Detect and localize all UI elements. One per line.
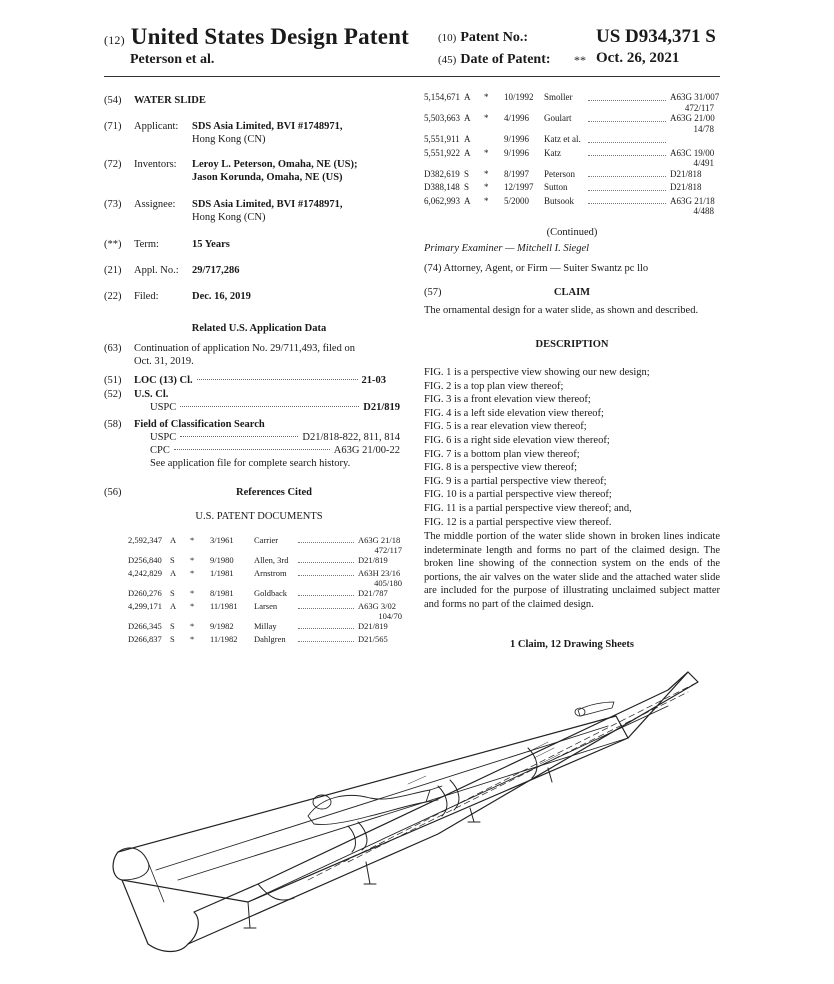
- description-paragraph: The middle portion of the water slide shown in broken lines indicate indeterminate length and forms no part of the claimed design. The broken line showing of the connection system on the ends of the portions, the air valves on the water slide and the attached water slide are included for the purpose of illustrating unclaimed subject matter and forms no part of the claimed design.: [424, 531, 720, 610]
- related-heading: Related U.S. Application Data: [191, 323, 327, 334]
- ref-star: *: [190, 535, 195, 545]
- ref-number: D266,345: [128, 621, 162, 631]
- ref-kind: S: [170, 621, 175, 631]
- ref-date: 10/1992: [504, 92, 534, 102]
- primary-examiner: Primary Examiner — Mitchell I. Siegel: [424, 243, 590, 254]
- ref-date: 9/1982: [210, 621, 234, 631]
- ref-kind: A: [170, 601, 177, 611]
- ref-date: 9/1996: [504, 134, 530, 144]
- reference-row: [128, 621, 408, 631]
- ref-date: 3/1961: [210, 535, 234, 545]
- ref-leader: [298, 553, 354, 563]
- ref-kind: S: [464, 168, 470, 179]
- reference-class-continuation: 14/78: [693, 123, 714, 134]
- ref-star: *: [484, 168, 489, 179]
- ref-class: D21/818: [670, 168, 702, 179]
- title-text: United States Design Patent: [130, 24, 409, 49]
- ref-number: D266,837: [128, 634, 162, 644]
- ref-date: 1/1981: [210, 568, 234, 578]
- ref-number: 5,551,911: [424, 134, 460, 144]
- ref-name: Larsen: [254, 601, 278, 611]
- ref-number: 2,592,347: [128, 535, 162, 545]
- reference-class-continuation: 4/491: [693, 158, 714, 168]
- figure-item: FIG. 10 is a partial perspective view thereof;: [424, 489, 612, 501]
- ref-number: D382,619: [424, 168, 460, 179]
- figure-item: FIG. 3 is a front elevation view thereof;: [424, 394, 591, 406]
- ref-kind: S: [170, 555, 175, 565]
- ref-date: 12/1997: [504, 182, 534, 192]
- ref-name: Arnstrom: [254, 568, 287, 578]
- reference-class-continuation: 472/117: [374, 545, 402, 555]
- water-slide-drawing: [108, 666, 718, 966]
- ref-class: A63G 3/02: [358, 601, 397, 611]
- ref-kind: S: [170, 634, 175, 644]
- ref-name: Butsook: [544, 195, 575, 206]
- figure-item: FIG. 11 is a partial perspective view thereof; and,: [424, 502, 632, 514]
- ref-name: Peterson: [544, 168, 575, 179]
- reference-row: [424, 92, 720, 103]
- patent-date: Oct. 26, 2021: [596, 50, 680, 66]
- ref-class: D21/787: [358, 588, 388, 598]
- ref-kind: A: [464, 195, 471, 206]
- ref-class: D21/819: [358, 555, 388, 565]
- ref-star: *: [190, 588, 195, 598]
- ref-number: 4,299,171: [128, 601, 162, 611]
- ref-kind: A: [170, 535, 177, 545]
- figure-item: FIG. 12 is a partial perspective view thereof.: [424, 516, 612, 528]
- reference-row: [128, 588, 408, 598]
- ref-class: A63C 19/00: [670, 147, 715, 158]
- drawing-sheets: 1 Claim, 12 Drawing Sheets: [510, 639, 634, 650]
- ref-name: Goldback: [254, 588, 288, 598]
- reference-row: [424, 196, 720, 207]
- date-stars: **: [574, 53, 586, 67]
- right-references-list: [424, 92, 720, 217]
- ref-class: A63H 23/16: [358, 568, 401, 578]
- reference-row: [128, 555, 408, 565]
- ref-number: 4,242,829: [128, 568, 162, 578]
- ref-leader: [298, 566, 354, 576]
- continued-label: (Continued): [546, 227, 598, 238]
- ref-kind: S: [170, 588, 175, 598]
- ref-leader: [588, 167, 666, 178]
- ref-date: 4/1996: [504, 113, 530, 123]
- ref-star: *: [190, 555, 195, 565]
- description-heading: DESCRIPTION: [535, 339, 609, 350]
- reference-class-continuation: 4/488: [693, 206, 714, 216]
- ref-kind: A: [170, 568, 177, 578]
- ref-kind: A: [464, 134, 471, 144]
- reference-class-continuation: 405/180: [374, 578, 402, 588]
- ref-name: Katz: [544, 147, 561, 158]
- figure-item: FIG. 6 is a right side elevation view thereof;: [424, 434, 610, 446]
- ref-kind: A: [464, 113, 471, 123]
- attorney: (74) Attorney, Agent, or Firm — Suiter Swantz pc llo: [424, 263, 649, 274]
- ref-number: 5,154,671: [424, 92, 460, 102]
- ref-date: 11/1982: [210, 634, 238, 644]
- ref-leader: [298, 632, 354, 642]
- patent-number: US D934,371 S: [596, 26, 716, 47]
- ref-leader: [298, 533, 354, 543]
- ref-name: Goulart: [544, 113, 572, 123]
- inventors-short: Peterson et al.: [130, 52, 215, 67]
- figure-item: FIG. 1 is a perspective view showing our new design;: [424, 367, 650, 378]
- ref-star: *: [484, 182, 489, 192]
- ref-star: *: [190, 601, 195, 611]
- ref-class: [670, 134, 720, 145]
- ref-kind: A: [464, 92, 471, 102]
- reference-row: [424, 113, 720, 124]
- figure-item: FIG. 5 is a rear elevation view thereof;: [424, 421, 587, 433]
- reference-row: [128, 568, 408, 578]
- reference-row: [424, 134, 720, 145]
- figure-item: FIG. 7 is a bottom plan view thereof;: [424, 448, 580, 460]
- ref-class: A63G 31/007: [670, 92, 720, 102]
- claim-text: The ornamental design for a water slide, as shown and described.: [424, 305, 699, 316]
- ref-star: *: [484, 113, 489, 123]
- reference-row: [424, 148, 720, 159]
- ref-class: D21/818: [670, 182, 702, 192]
- patent-page: (12) United States Design Patent Peterson et al. (10) Patent No.: US D934,371 S (45) Date of Patent: ** Oct. 26, 2021 (54) WATER SLIDE (71) Applicant: SDS Asia Limited, BVI #1748971, Hong Kong (CN) (72) Inventors: Leroy L. Peterson, Omaha, NE (US); Jason Korunda, Omaha, NE (US) (73) Assignee: SDS Asia Limited, BVI #1748971, Hong Kong (CN) (**) Term: 15 Years (21) Appl. No.: 29/717,286 (22) Filed: Dec. 16, 2019 Related U.S. Application Data (63) Continuation of application No. 29/711,493, filed on Oct. 31, 2019. (51) LOC (13) Cl. 21-03 (52) U.S. Cl. USPC D21/819 (58) Field of Classification Search USPC D21/818-822, 811, 814 CPC A63G 21/00-22 See application file for complete search history. (56) References Cited U.S. PATENT DOCUMENTS 2,592,347 A * 3/1961 Carrier A63G 21/18 472/117 D256,840 S * 9/1980 Allen, 3rd D21/819 4,242,829 A * 1/1981 Arnstrom A63H 23/16 405/180 D260,276 S * 8/1981 Goldback D21/787 4,299,171 A * 11/1981 Larsen A63G 3/02 104/70 D266,345 S * 9/1982 Millay D21/819 D266,837 S * 11/1982 Dahlgren D21/565 5,154,671 A * 10/1992 Smoller A63G 31/007 472/117 5,503,663 A * 4/1996 Goulart A63G 21/00 14/78 5,551,911 A 9/1996 Katz et al. 5,551,922 A * 9/1996 Katz A63C 19/00 4/491 D382,619 S * 8/1997 Peterson D21/818 D388,148 S * 12/1997 Sutton D21/818 6,062,993 A * 5/2000 Butsook A63G 21/18 4/488 (Continued) Primary Examiner — Mitchell I. Siegel (74) Attorney, Agent, or Firm — Suiter Swantz pc llo (57) CLAIM The ornamental design for a water slide, as shown and described. DESCRIPTION FIG. 1 is a perspective view showing our new design; FIG. 2 is a top plan view thereof; FIG. 3 is a front elevation view thereof; FIG. 4 is a left side elevation view thereof; FIG. 5 is a rear elevation view thereof; FIG. 6 is a right side elevation view thereof; FIG. 7 is a bottom plan view thereof; FIG. 8 is a perspective view thereof; FIG. 9 is a partial perspective view thereof; FIG. 10 is a partial perspective view thereof; FIG. 11 is a partial perspective view thereof; and, FIG. 12 is a partial perspective view thereof. The middle portion of the water slide shown in broken lines indicate indeterminate length and forms no part of the claimed design. The broken line showing of the connection system on the ends of the portions, the air valves on the water slide and the attached water slide are included for the purpose of illustrating unclaimed subject matter and forms no part of the claimed design. 1 Claim, 12 Drawing Sheets: [0, 0, 834, 984]
- ref-date: 5/2000: [504, 195, 530, 206]
- ref-leader: [298, 619, 354, 629]
- reference-row: [424, 182, 720, 193]
- reference-row: [128, 601, 408, 611]
- claim-header: (57) CLAIM: [424, 287, 591, 298]
- ref-star: *: [484, 92, 489, 102]
- ref-class: A63G 21/00: [670, 113, 715, 123]
- us-docs-heading: U.S. PATENT DOCUMENTS: [195, 511, 323, 522]
- ref-date: 11/1981: [210, 601, 238, 611]
- ref-leader: [588, 132, 666, 143]
- ref-number: 5,503,663: [424, 113, 460, 123]
- figure-list: [424, 366, 720, 529]
- ref-star: *: [484, 147, 489, 158]
- figure-item: FIG. 2 is a top plan view thereof;: [424, 380, 564, 392]
- ref-leader: [588, 146, 666, 157]
- ref-date: 8/1997: [504, 168, 530, 179]
- ref-leader: [588, 90, 666, 101]
- date-label: (45) Date of Patent:: [438, 52, 551, 67]
- ref-leader: [588, 180, 666, 191]
- ref-name: Allen, 3rd: [254, 555, 289, 565]
- figure-item: FIG. 9 is a partial perspective view thereof;: [424, 475, 607, 487]
- ref-class: D21/819: [358, 621, 388, 631]
- ref-class: D21/565: [358, 634, 388, 644]
- ref-number: D388,148: [424, 182, 460, 192]
- reference-row: [128, 535, 408, 545]
- ref-leader: [298, 586, 354, 596]
- ref-name: Smoller: [544, 92, 573, 102]
- ref-number: 6,062,993: [424, 195, 460, 206]
- ref-number: 5,551,922: [424, 147, 460, 158]
- patent-no-label: (10) Patent No.:: [438, 30, 528, 45]
- reference-row: [128, 634, 408, 644]
- patent-title: [104, 24, 409, 50]
- ref-name: Dahlgren: [254, 634, 286, 644]
- slide-right-tube: [188, 672, 688, 944]
- ref-name: Sutton: [544, 182, 568, 192]
- ref-name: Katz et al.: [544, 134, 581, 144]
- code-12: (12): [104, 33, 125, 47]
- ref-kind: A: [464, 147, 471, 158]
- reference-row: [424, 169, 720, 180]
- ref-star: [484, 134, 504, 145]
- figure-item: FIG. 8 is a perspective view thereof;: [424, 462, 578, 474]
- ref-class: A63G 21/18: [358, 535, 401, 545]
- ref-star: *: [190, 634, 195, 644]
- ref-date: 9/1996: [504, 147, 530, 158]
- ref-star: *: [190, 568, 195, 578]
- ref-name: Carrier: [254, 535, 279, 545]
- left-references-list: [128, 535, 408, 647]
- figure-item: FIG. 4 is a left side elevation view thereof;: [424, 407, 604, 419]
- ref-number: D260,276: [128, 588, 162, 598]
- ref-leader: [298, 599, 354, 609]
- ref-date: 9/1980: [210, 555, 234, 565]
- reference-class-continuation: 472/117: [684, 102, 714, 113]
- header-rule: [104, 76, 720, 77]
- ref-date: 8/1981: [210, 588, 234, 598]
- ref-star: *: [484, 195, 489, 206]
- ref-name: Millay: [254, 621, 277, 631]
- ref-leader: [588, 111, 666, 122]
- ref-kind: S: [464, 182, 470, 192]
- ref-leader: [588, 194, 666, 205]
- ref-star: *: [190, 621, 195, 631]
- ref-class: A63G 21/18: [670, 195, 715, 206]
- reference-class-continuation: 104/70: [378, 611, 402, 621]
- ref-number: D256,840: [128, 555, 162, 565]
